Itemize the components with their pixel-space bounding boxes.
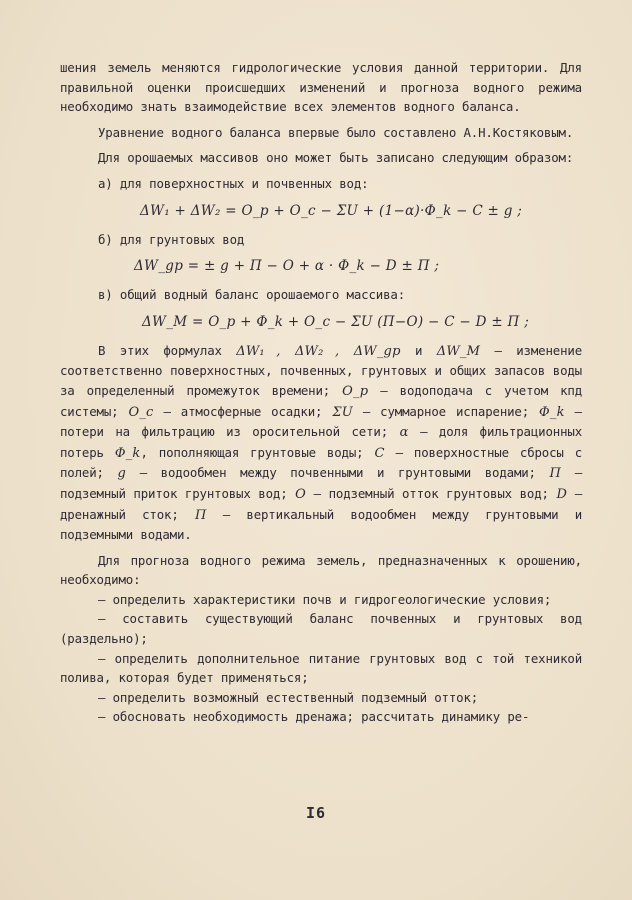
p4-fk2: , пополняющая грунтовые воды; bbox=[140, 444, 364, 460]
p4-alpha: – доля фильтрационных потерь bbox=[60, 424, 583, 460]
formula-c: ΔW_M = O_p + Φ_k + O_c − ΣU (П−O) − C − D ± Π ; bbox=[142, 313, 530, 330]
symbol-dwgp: ΔW_gp bbox=[353, 343, 401, 359]
item-c: в) общий водный баланс орошаемого массива: bbox=[98, 287, 406, 303]
symbol-fk2: Φ_k bbox=[114, 445, 141, 461]
symbol-v: Π bbox=[194, 507, 207, 523]
symbol-alpha: α bbox=[399, 425, 409, 441]
symbol-op: O_p bbox=[342, 383, 369, 399]
p4-fk: – потери на фильтрацию из оросительной сети; bbox=[60, 403, 582, 440]
list-item-5: – обосновать необходимость дренажа; рассчитать динамику ре- bbox=[98, 709, 530, 725]
symbol-dw2: ΔW₂ , bbox=[294, 343, 340, 359]
p4-o: – подземный отток грунтовых вод; bbox=[313, 485, 549, 501]
paragraph-4 bbox=[60, 341, 582, 545]
p4-g: – водообмен между почвенными и грунтовыми водами; bbox=[139, 465, 536, 481]
p4-after-symbols: – изменение соответственно поверхностных, почвенных, грунтовых и общих запасов воды за определенный промежуток времени; bbox=[60, 342, 583, 398]
p4-v: – вертикальный водообмен между грунтовыми и подземными водами. bbox=[60, 506, 583, 543]
list-item-4: – определить возможный естественный подземный отток; bbox=[98, 689, 479, 705]
symbol-oc: O_c bbox=[128, 404, 154, 420]
paragraph-5: Для прогноза водного режима земель, предназначенных к орошению, необходимо: bbox=[60, 552, 582, 588]
page-number: I6 bbox=[305, 804, 327, 822]
symbol-su: ΣU bbox=[332, 404, 353, 420]
symbol-dwm: ΔW_M bbox=[436, 343, 481, 359]
p4-and: и bbox=[415, 342, 423, 358]
paragraph-1: шения земель меняются гидрологические условия данной территории. Для правильной оценки происшедших изменений и прогноза водного режима необходимо знать взаимодействие всех элементов водного баланса. bbox=[60, 60, 582, 115]
p4-d: – дренажный сток; bbox=[60, 485, 583, 522]
symbol-o: O bbox=[295, 486, 307, 502]
symbol-fk: Φ_k bbox=[539, 404, 565, 420]
p4-p: – подземный приток грунтовых вод; bbox=[60, 465, 583, 501]
item-b: б) для грунтовых вод bbox=[98, 231, 245, 247]
p4-oc: – атмосферные осадки; bbox=[163, 403, 323, 419]
paragraph-3: Для орошаемых массивов оно может быть записано следующим образом: bbox=[98, 150, 574, 166]
p4-prefix: В этих формулах bbox=[98, 342, 222, 358]
p4-su: – суммарное испарение; bbox=[362, 403, 530, 419]
list-item-3: – определить дополнительное питание грунтовых вод с той техникой полива, которая будет применяться; bbox=[60, 650, 582, 686]
list-item-2: – составить существующий баланс почвенных и грунтовых вод (раздельно); bbox=[60, 611, 582, 647]
p4-c: – поверхностные сбросы с полей; bbox=[60, 444, 583, 481]
formula-a: ΔW₁ + ΔW₂ = O_p + O_c − ΣU + (1−α)·Φ_k − C ± g ; bbox=[140, 202, 523, 219]
symbol-g: g bbox=[117, 466, 127, 482]
item-a: а) для поверхностных и почвенных вод: bbox=[98, 175, 369, 191]
symbol-d: D bbox=[556, 486, 568, 502]
formula-b: ΔW_gp = ± g + П − O + α · Φ_k − D ± Π ; bbox=[134, 258, 440, 275]
symbol-dw1: ΔW₁ , bbox=[236, 343, 281, 359]
p4-op: – водоподача с учетом кпд системы; bbox=[60, 382, 583, 419]
symbol-c: C bbox=[374, 445, 385, 461]
paragraph-2: Уравнение водного баланса впервые было составлено А.Н.Костяковым. bbox=[98, 124, 574, 140]
list-item-1: – определить характеристики почв и гидрогеологические условия; bbox=[98, 591, 552, 607]
symbol-p: П bbox=[549, 466, 562, 482]
